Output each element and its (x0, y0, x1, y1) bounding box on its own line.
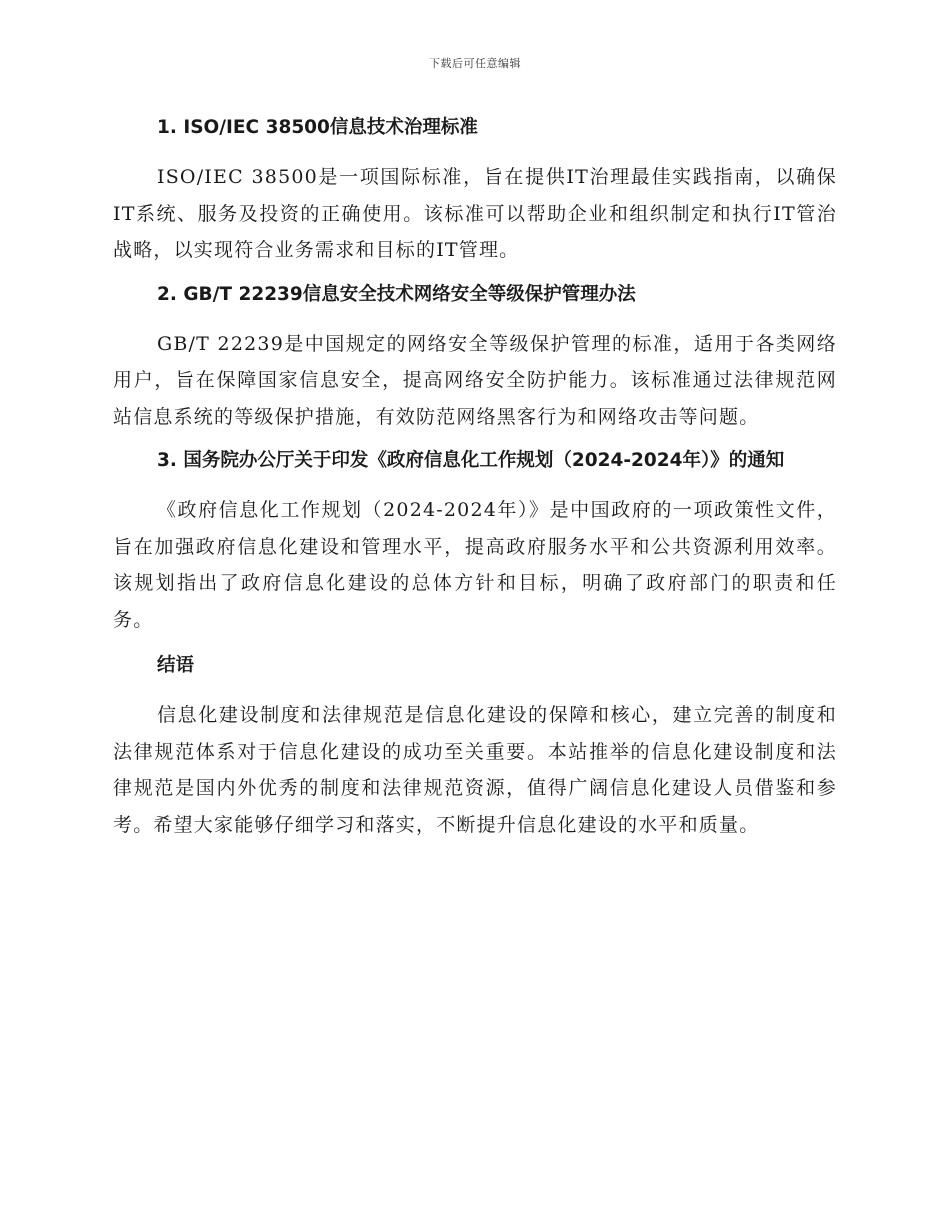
section-heading-state-council-notice: 3. 国务院办公厅关于印发《政府信息化工作规划（2024-2024年）》的通知 (157, 450, 785, 471)
section-paragraph-iso-38500: ISO/IEC 38500是一项国际标准，旨在提供IT治理最佳实践指南，以确保IT系统、服务及投资的正确使用。该标准可以帮助企业和组织制定和执行IT管治战略，以实现符合业务需求和目标的IT管理。 (113, 166, 837, 261)
section-heading-gbt-22239: 2. GB/T 22239信息安全技术网络安全等级保护管理办法 (157, 283, 636, 305)
section-heading-conclusion: 结语 (157, 655, 195, 676)
section-heading-iso-38500: 1. ISO/IEC 38500信息技术治理标准 (157, 117, 478, 138)
section-paragraph-gbt-22239: GB/T 22239是中国规定的网络安全等级保护管理的标准，适用于各类网络用户，旨在保障国家信息安全，提高网络安全防护能力。该标准通过法律规范网站信息系统的等级保护措施，有效防范网络黑客行为和网络攻击等问题。 (113, 332, 837, 428)
section-paragraph-state-council-notice: 《政府信息化工作规划（2024-2024年）》是中国政府的一项政策性文件，旨在加强政府信息化建设和管理水平，提高政府服务水平和公共资源利用效率。该规划指出了政府信息化建设的总体方针和目标，明确了政府部门的职责和任务。 (113, 499, 837, 631)
page-header-note: 下载后可任意编辑 (429, 57, 521, 70)
section-paragraph-conclusion: 信息化建设制度和法律规范是信息化建设的保障和核心，建立完善的制度和法律规范体系对于信息化建设的成功至关重要。本站推举的信息化建设制度和法律规范是国内外优秀的制度和法律规范资源，值得广阔信息化建设人员借鉴和参考。希望大家能够仔细学习和落实，不断提升信息化建设的水平和质量。 (113, 704, 837, 836)
document-body (113, 110, 837, 843)
